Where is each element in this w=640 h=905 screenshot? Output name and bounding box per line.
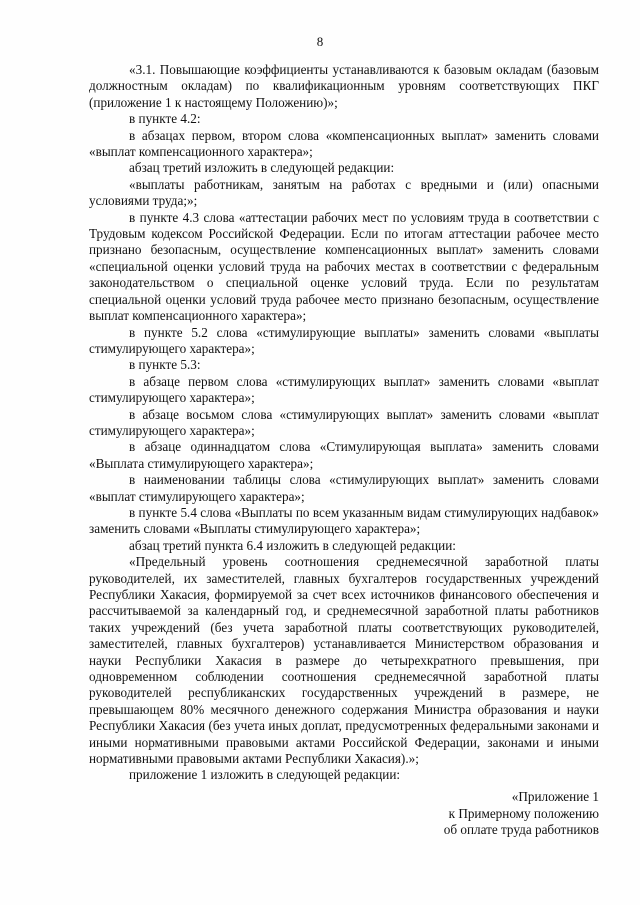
paragraph-4-2-abz-1-2: в абзацах первом, втором слова «компенсационных выплат» заменить словами «выплат компенсационного характера»;	[89, 127, 599, 160]
paragraph-5-3-abz-1: в абзаце первом слова «стимулирующих выплат» заменить словами «выплат стимулирующего характера»;	[89, 373, 599, 406]
paragraph-salary-ratio: «Предельный уровень соотношения среднемесячной заработной платы руководителей, их заместителей, главных бухгалтеров государственных учреждений Республики Хакасия, формируемой за счет всех источников финансового обеспечения и рассчитываемой за календарный год, и среднемесячной заработной платы работников таких учреждений (без учета заработной платы соответствующих руководителей, заместителей, главных бухгалтеров) устанавливается Министерством образования и науки Республики Хакасия в размере до четырехкратного превышения, при одновременном соблюдении соотношения среднемесячной заработной платы руководителей республиканских государственных учреждений в размере, не превышающем 80% месячного денежного содержания Министра образования и науки Республики Хакасия (без учета иных доплат, предусмотренных федеральными законами и иными нормативными правовыми актами Российской Федерации, законами и иными нормативными правовыми актами Республики Хакасия).»;	[89, 554, 599, 767]
paragraph-harmful-conditions: «выплаты работникам, занятым на работах с вредными и (или) опасными условиями труда;»;	[89, 176, 599, 209]
paragraph-point-4-2: в пункте 4.2:	[129, 111, 201, 127]
appendix-header	[444, 789, 599, 839]
document-body	[89, 62, 599, 784]
page-number: 8	[316, 34, 324, 49]
paragraph-point-5-2: в пункте 5.2 слова «стимулирующие выплаты» заменить словами «выплаты стимулирующего характера»;	[89, 324, 599, 356]
paragraph-4-2-abz-3: абзац третий изложить в следующей редакции:	[129, 160, 395, 176]
paragraph-point-4-3: в пункте 4.3 слова «аттестации рабочих мест по условиям труда в соответствии с Трудовым кодексом Российской Федерации. Если по итогам аттестации рабочее место признано безопасным, осуществление компенсационных выплат» заменить словами «специальной оценки условий труда на рабочих местах в соответствии с федеральным законодательством о специальной оценке условий труда. Если по результатам специальной оценки условий труда рабочее место признано безопасным, осуществление выплат компенсационного характера»;	[89, 209, 599, 324]
paragraph-5-3-abz-8: в абзаце восьмом слова «стимулирующих выплат» заменить словами «выплат стимулирующего характера»;	[89, 406, 599, 438]
paragraph-point-5-3: в пункте 5.3:	[129, 357, 201, 373]
paragraph-3-1: «3.1. Повышающие коэффициенты устанавливаются к базовым окладам (базовым должностным окладам) по квалификационным уровням соответствующих ПКГ (приложение 1 к настоящему Положению)»;	[89, 62, 599, 110]
paragraph-point-5-4: в пункте 5.4 слова «Выплаты по всем указанным видам стимулирующих надбавок» заменить словами «Выплаты стимулирующего характера»;	[89, 504, 599, 537]
appendix-line-2: к Примерному положению	[448, 805, 599, 821]
appendix-title: «Приложение 1	[511, 789, 599, 804]
paragraph-6-4-abz-3: абзац третий пункта 6.4 изложить в следующей редакции:	[129, 537, 456, 553]
appendix-line-3: об оплате труда работников	[443, 822, 599, 838]
paragraph-table-title: в наименовании таблицы слова «стимулирующих выплат» заменить словами «выплат стимулирующего характера»;	[89, 472, 599, 504]
paragraph-5-3-abz-11: в абзаце одиннадцатом слова «Стимулирующая выплата» заменить словами «Выплата стимулирующего характера»;	[89, 439, 599, 471]
paragraph-appendix-1: приложение 1 изложить в следующей редакции:	[129, 767, 401, 783]
